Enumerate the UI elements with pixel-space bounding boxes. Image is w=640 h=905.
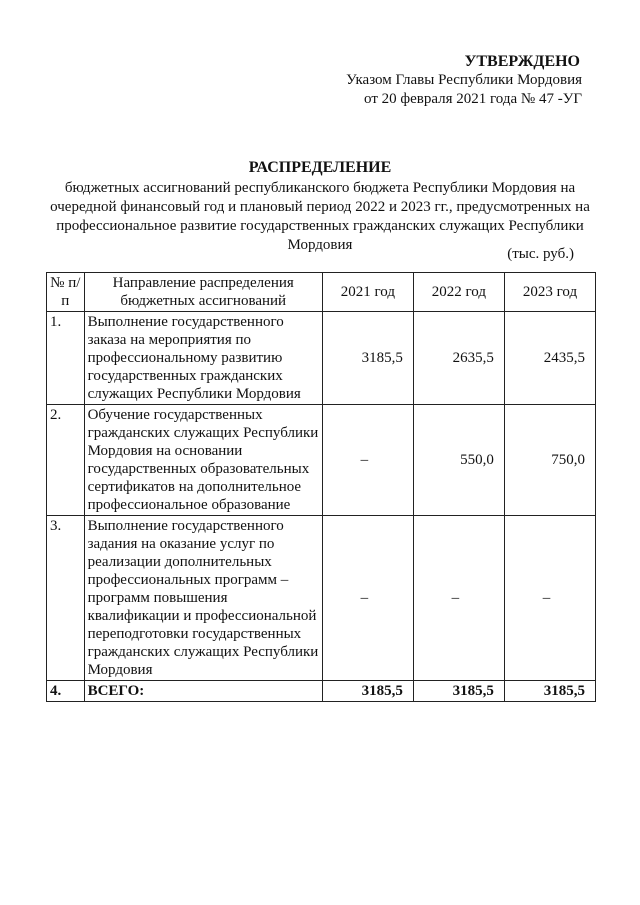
row-num: 1. bbox=[47, 312, 85, 405]
row-direction: Выполнение государственного заказа на мероприятия по профессиональному развитию государственных гражданских служащих Республики Мордовия bbox=[84, 312, 322, 405]
row-value-2022: 550,0 bbox=[413, 405, 504, 516]
row-num: 3. bbox=[47, 516, 85, 681]
row-value-2022: – bbox=[413, 516, 504, 681]
row-value-2023: – bbox=[504, 516, 595, 681]
row-value-2021: 3185,5 bbox=[322, 681, 413, 702]
row-direction: Обучение государственных гражданских служащих Республики Мордовия на основании государственных образовательных сертификатов на дополнительное профессиональное образование bbox=[84, 405, 322, 516]
row-value-2023: 2435,5 bbox=[504, 312, 595, 405]
approval-line-2: от 20 февраля 2021 года № 47 -УГ bbox=[364, 91, 582, 107]
row-num: 2. bbox=[47, 405, 85, 516]
header-num: № п/п bbox=[47, 273, 85, 312]
row-value-2022: 2635,5 bbox=[413, 312, 504, 405]
header-2021: 2021 год bbox=[322, 273, 413, 312]
table-row bbox=[47, 405, 596, 516]
row-value-2023: 3185,5 bbox=[504, 681, 595, 702]
header-2023: 2023 год bbox=[504, 273, 595, 312]
table-row-total bbox=[47, 681, 596, 702]
document-heading bbox=[40, 158, 600, 255]
document-subtitle: бюджетных ассигнований республиканского бюджета Республики Мордовия на очередной финансовый год и плановый период 2022 и 2023 гг., предусмотренных на профессиональное развитие государственных гражданских служащих Республики Мордовия bbox=[50, 180, 590, 253]
row-direction: Выполнение государственного задания на оказание услуг по реализации дополнительных профессиональных программ – программ повышения квалификации и профессиональной переподготовки государственных гражданских служащих Республики Мордовия bbox=[84, 516, 322, 681]
budget-table bbox=[46, 272, 596, 702]
row-value-2021: – bbox=[322, 516, 413, 681]
table-row bbox=[47, 516, 596, 681]
header-2022: 2022 год bbox=[413, 273, 504, 312]
approval-block bbox=[302, 52, 582, 109]
approval-line-1: Указом Главы Республики Мордовия bbox=[346, 72, 582, 88]
table-header-row bbox=[47, 273, 596, 312]
row-value-2022: 3185,5 bbox=[413, 681, 504, 702]
table-row bbox=[47, 312, 596, 405]
row-value-2021: 3185,5 bbox=[322, 312, 413, 405]
row-value-2021: – bbox=[322, 405, 413, 516]
header-direction: Направление распределения бюджетных ассигнований bbox=[84, 273, 322, 312]
approval-title: УТВЕРЖДЕНО bbox=[464, 53, 580, 70]
row-value-2023: 750,0 bbox=[504, 405, 595, 516]
document-title: РАСПРЕДЕЛЕНИЕ bbox=[248, 159, 392, 176]
units-label: (тыс. руб.) bbox=[507, 246, 574, 262]
row-direction: ВСЕГО: bbox=[84, 681, 322, 702]
row-num: 4. bbox=[47, 681, 85, 702]
